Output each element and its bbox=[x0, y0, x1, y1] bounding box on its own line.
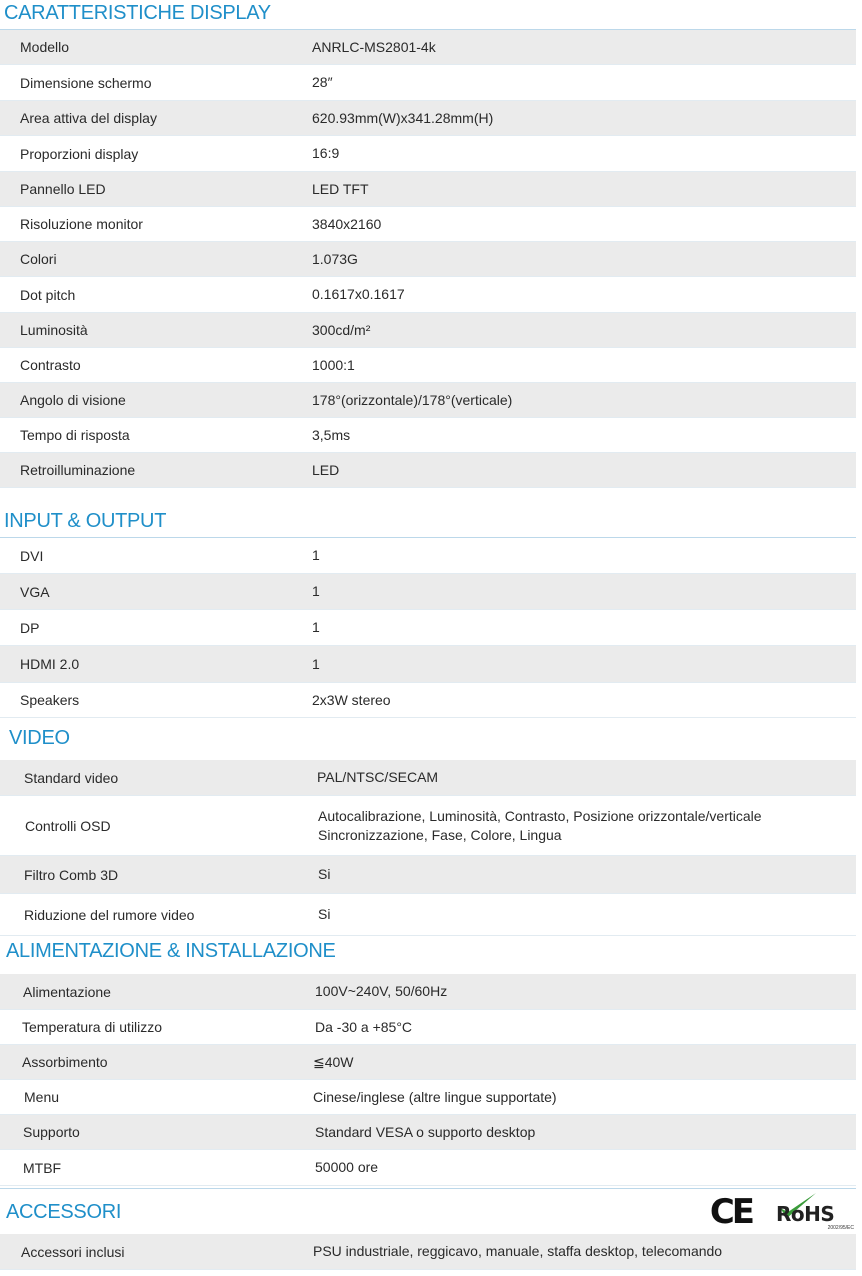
row-label: Modello bbox=[20, 39, 70, 55]
ce-mark-icon: CE bbox=[709, 1192, 752, 1232]
row-value: PSU industriale, reggicavo, manuale, staffa desktop, telecomando bbox=[313, 1243, 723, 1259]
row-value: 2x3W stereo bbox=[312, 691, 391, 708]
certification-logos bbox=[710, 1192, 854, 1232]
row-label: Contrasto bbox=[20, 357, 81, 373]
row-label: Dot pitch bbox=[20, 286, 76, 303]
table-row bbox=[0, 453, 856, 488]
row-label: Pannello LED bbox=[20, 181, 106, 197]
row-value: 16:9 bbox=[312, 145, 340, 161]
row-label: Assorbimento bbox=[22, 1054, 108, 1070]
row-label: DP bbox=[20, 619, 40, 636]
row-value: 3840x2160 bbox=[312, 215, 382, 232]
row-label: Angolo di visione bbox=[20, 392, 126, 408]
row-label: Filtro Comb 3D bbox=[24, 866, 119, 883]
table-row bbox=[0, 101, 856, 136]
section-accessori bbox=[0, 1188, 862, 1270]
row-value bbox=[318, 796, 762, 855]
table-row bbox=[0, 1234, 856, 1270]
row-value: 178°(orizzontale)/178°(verticale) bbox=[312, 391, 513, 408]
row-label: Risoluzione monitor bbox=[20, 216, 143, 232]
row-value: 100V~240V, 50/60Hz bbox=[315, 983, 448, 999]
row-label: Accessori inclusi bbox=[21, 1243, 125, 1260]
rohs-logo-icon bbox=[774, 1192, 854, 1232]
table-row bbox=[0, 348, 856, 383]
table-row bbox=[0, 574, 856, 610]
section-title: VIDEO bbox=[9, 727, 70, 749]
table-row bbox=[0, 1045, 856, 1080]
table-row bbox=[0, 242, 856, 277]
row-value: 28″ bbox=[312, 74, 333, 90]
row-value: ≦40W bbox=[313, 1053, 354, 1070]
row-value: Si bbox=[318, 866, 331, 882]
table-row bbox=[0, 683, 856, 718]
table-row bbox=[0, 313, 856, 348]
row-value: Si bbox=[318, 906, 331, 922]
spec-table bbox=[0, 1234, 856, 1270]
table-row bbox=[0, 277, 856, 313]
row-value: 1 bbox=[312, 583, 320, 599]
row-label: Supporto bbox=[23, 1124, 80, 1140]
row-value: 300cd/m² bbox=[312, 321, 371, 338]
row-label: HDMI 2.0 bbox=[20, 656, 80, 672]
row-value: Standard VESA o supporto desktop bbox=[315, 1123, 536, 1140]
rohs-text: RoHS bbox=[776, 1202, 835, 1226]
table-row bbox=[0, 1010, 856, 1045]
row-value: 620.93mm(W)x341.28mm(H) bbox=[312, 109, 494, 126]
spec-table bbox=[0, 537, 856, 718]
section-title: ALIMENTAZIONE & INSTALLAZIONE bbox=[6, 940, 336, 962]
table-row bbox=[0, 894, 856, 936]
section-title: INPUT & OUTPUT bbox=[4, 510, 167, 532]
row-value: 1.073G bbox=[312, 250, 358, 267]
row-value: 1000:1 bbox=[312, 356, 355, 373]
table-row bbox=[0, 30, 856, 65]
row-value: 1 bbox=[312, 619, 320, 635]
spec-table bbox=[0, 974, 856, 1186]
table-row bbox=[0, 1150, 856, 1186]
row-label: Standard video bbox=[24, 769, 119, 786]
row-label: Proporzioni display bbox=[20, 145, 139, 162]
spec-table bbox=[0, 29, 856, 488]
table-row bbox=[0, 418, 856, 453]
row-value: LED TFT bbox=[312, 180, 369, 197]
row-label: DVI bbox=[20, 547, 44, 564]
row-label: Speakers bbox=[20, 692, 80, 708]
table-row bbox=[0, 65, 856, 101]
table-row bbox=[0, 760, 856, 796]
table-row bbox=[0, 646, 856, 683]
table-row bbox=[0, 796, 856, 856]
row-label: MTBF bbox=[23, 1159, 62, 1176]
row-label: VGA bbox=[20, 583, 50, 600]
section-video bbox=[0, 725, 862, 936]
row-label: Alimentazione bbox=[23, 983, 111, 1000]
table-row bbox=[0, 383, 856, 418]
row-value: Cinese/inglese (altre lingue supportate) bbox=[313, 1088, 557, 1105]
row-value-line: Sincronizzazione, Fase, Colore, Lingua bbox=[318, 826, 562, 843]
row-value: 1 bbox=[312, 655, 320, 672]
row-label: Temperatura di utilizzo bbox=[22, 1019, 163, 1035]
section-alimentazione-installazione bbox=[0, 938, 862, 1186]
row-value: PAL/NTSC/SECAM bbox=[317, 769, 439, 785]
section-title: CARATTERISTICHE DISPLAY bbox=[4, 2, 271, 24]
table-row bbox=[0, 610, 856, 646]
table-row bbox=[0, 974, 856, 1010]
table-row bbox=[0, 538, 856, 574]
spec-table bbox=[0, 760, 856, 936]
row-label: Colori bbox=[20, 251, 57, 267]
row-label: Riduzione del rumore video bbox=[24, 906, 195, 923]
section-title: ACCESSORI bbox=[6, 1201, 122, 1223]
row-value: 3,5ms bbox=[312, 426, 351, 443]
row-value: 0.1617x0.1617 bbox=[312, 286, 405, 302]
table-row bbox=[0, 207, 856, 242]
table-row bbox=[0, 856, 856, 894]
section-input-output bbox=[0, 508, 862, 718]
row-value: ANRLC-MS2801-4k bbox=[312, 38, 436, 55]
rohs-subtext: 2002/95/EC bbox=[827, 1225, 854, 1231]
table-row bbox=[0, 172, 856, 207]
row-label: Luminosità bbox=[20, 322, 88, 338]
row-label: Menu bbox=[24, 1089, 60, 1105]
table-row bbox=[0, 136, 856, 172]
row-label: Area attiva del display bbox=[20, 110, 157, 126]
row-value: 1 bbox=[312, 547, 320, 563]
row-label: Tempo di risposta bbox=[20, 427, 130, 443]
section-caratteristiche-display bbox=[0, 0, 862, 488]
row-label: Retroilluminazione bbox=[20, 462, 136, 478]
table-row bbox=[0, 1080, 856, 1115]
row-value-line: Autocalibrazione, Luminosità, Contrasto, Posizione orizzontale/verticale bbox=[318, 807, 762, 824]
table-row bbox=[0, 1115, 856, 1150]
row-label: Controlli OSD bbox=[25, 817, 111, 834]
section-top-rule bbox=[0, 1188, 856, 1189]
row-value: 50000 ore bbox=[315, 1159, 379, 1175]
row-value: LED bbox=[312, 461, 340, 478]
row-label: Dimensione schermo bbox=[20, 74, 152, 91]
row-value: Da -30 a +85°C bbox=[315, 1018, 413, 1035]
